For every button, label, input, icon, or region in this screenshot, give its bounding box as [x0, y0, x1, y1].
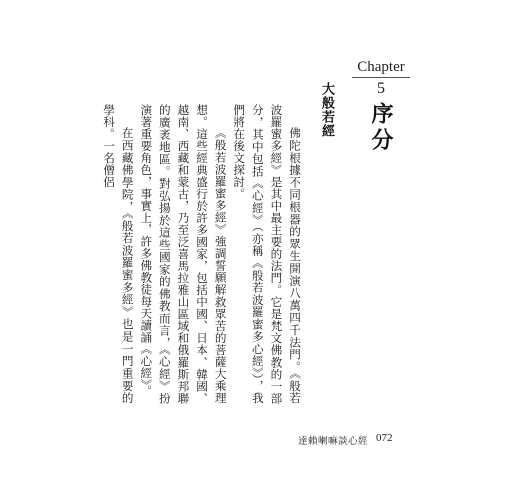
chapter-label: Chapter	[357, 59, 405, 75]
body-text	[102, 104, 304, 404]
footer-book-title: 達賴喇嘛談心經	[298, 436, 369, 447]
chapter-block	[352, 58, 410, 98]
page-footer	[298, 432, 418, 448]
page-number: 072	[376, 432, 393, 444]
body-paragraph: 在西藏佛學院，《般若波羅蜜多經》也是一門重要的學科。一名僧侶	[102, 104, 135, 404]
section-heading: 大般若經	[319, 82, 334, 138]
chapter-rule	[352, 77, 410, 78]
body-paragraph: 佛陀根據不同根器的眾生開演八萬四千法門。《般若波羅蜜多經》是其中最主要的法門。它是梵文佛教的一部分，其中包括《心經》（亦稱《般若波羅蜜多心經》），我們將在後文探討。	[232, 104, 302, 404]
chapter-number: 5	[377, 80, 385, 97]
body-paragraph: 《般若波羅蜜多經》強調誓願解救眾苦的菩薩大乘理想。這些經典盛行於許多國家，包括中國、日本、韓國、越南、西藏和蒙古，乃至泛喜馬拉雅山區域和俄羅斯邦聯的廣袤地區。對弘揚於這些國家的佛教而言，《心經》扮演著重要角色，事實上，許多佛教徒每天讀誦《心經》。	[139, 104, 228, 404]
chapter-title: 序分	[368, 102, 393, 154]
